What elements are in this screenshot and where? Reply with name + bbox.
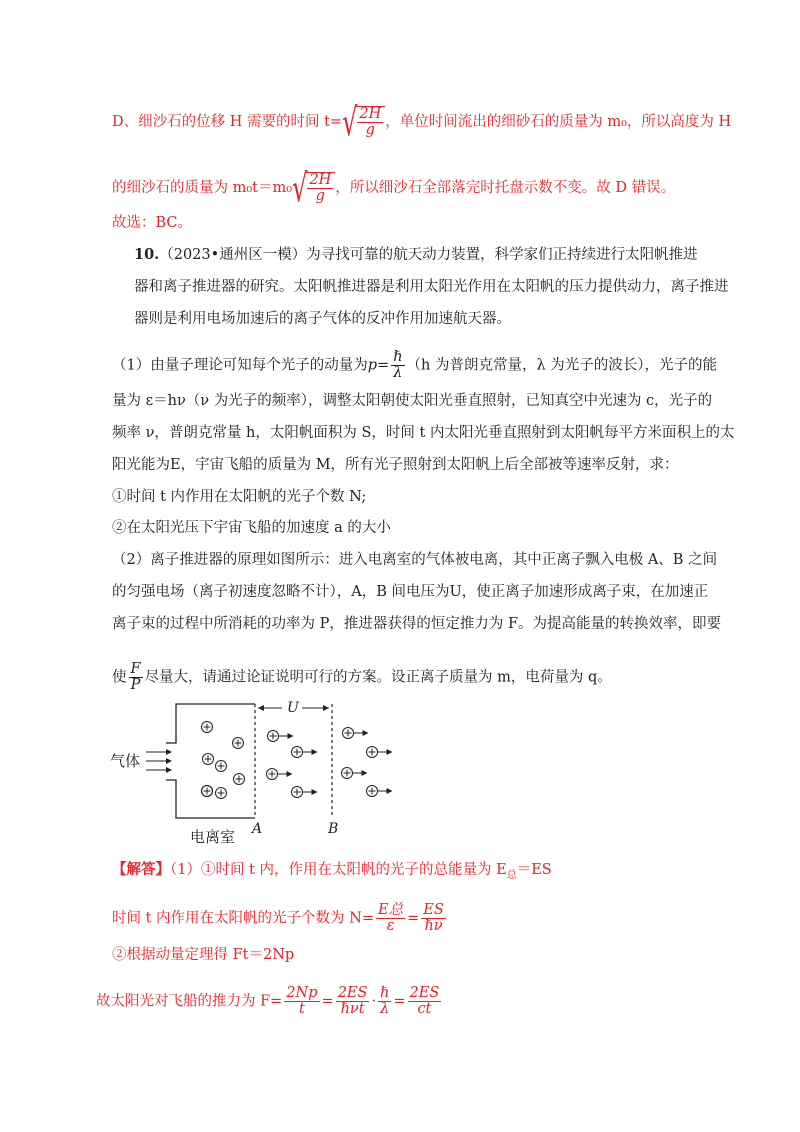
solution-tag: 【解答】 (112, 861, 170, 878)
voltage-arrowhead-left (258, 705, 264, 711)
2es-over-hnut: $\frac{2ES}{\text{ℏνt}}$ (337, 985, 368, 1017)
h-over-lambda-2: $\frac{\text{ℏ}}{\lambda}$ (380, 985, 390, 1017)
positive-ion (342, 768, 368, 779)
plate-b-label: B (328, 821, 339, 837)
chamber-bottom-wall (166, 780, 255, 818)
chamber-ions (202, 722, 245, 799)
part2-line-1: （2）离子推进器的原理如图所示：进入电离室的气体被电离，其中正离子飘入电极 A、B 之间 (112, 552, 718, 568)
positive-ion (234, 774, 245, 785)
part1-line-3: 频率 ν，普朗克常量 h，太阳帆面积为 S，时间 t 内太阳光垂直照射到太阳帆每平方米面积上的太 (112, 425, 735, 441)
option-d-text-1b: ，单位时间流出的细砂石的质量为 m₀，所以高度为 H (385, 114, 732, 130)
sqrt-2h-over-g: √ $\frac{2H}{g}$ (342, 106, 385, 138)
voltage-label: U (287, 700, 299, 716)
q10-number: 10. (134, 246, 160, 263)
sqrt-2h-over-g-2: √ $\frac{2H}{g}$ (292, 172, 335, 204)
positive-ion (367, 786, 393, 797)
positive-ion (216, 761, 227, 772)
part2-line-2: 的匀强电场（离子初速度忽略不计），A，B 间电压为U，使正离子加速形成离子束，在加速正 (112, 584, 709, 600)
option-d-text-2: 的细沙石的质量为 m₀t＝m₀ (112, 180, 293, 196)
2np-over-t: $\frac{2Np}{t}$ (286, 985, 318, 1017)
part1-question-2: ②在太阳光压下宇宙飞船的加速度 a 的大小 (112, 520, 391, 536)
solution-line-1: 【解答】（1）①时间 t 内，作用在太阳帆的光子的总能量为 $E_总=ES$ (112, 861, 552, 881)
es-over-hnu: $\frac{ES}{\text{ℏν}}$ (423, 902, 444, 934)
plate-a-label: A (252, 821, 263, 837)
answer-choice: 故选：BC。 (112, 215, 193, 231)
solution-line-2: 时间 t 内作用在太阳帆的光子个数为 N= $\frac{\text{E总}}{\varepsilon}$ = $\frac{ES}{\text{ℏν}}$ (112, 902, 444, 934)
momentum-p: p (367, 357, 378, 374)
e-total-over-epsilon: $\frac{\text{E总}}{\varepsilon}$ (378, 902, 404, 934)
part1-line-4: 阳光能为E，宇宙飞船的质量为 M，所有光子照射到太阳帆上后全部被等速率反射，求： (112, 457, 679, 473)
accelerating-ions (267, 728, 393, 798)
option-d-line-1 (112, 99, 732, 145)
part1-line-2: 量为 ε＝hν（ν 为光子的频率），调整太阳朝使太阳光垂直照射，已知真空中光速为 c，光子的 (112, 393, 713, 409)
positive-ion (267, 769, 293, 780)
gas-label: 气体 (110, 752, 141, 770)
positive-ion (202, 722, 213, 733)
solution-line-3: ②根据动量定理得 Ft＝2Np (112, 947, 295, 963)
part1-question-1: ①时间 t 内作用在太阳帆的光子个数 N; (112, 489, 367, 505)
positive-ion (268, 731, 294, 742)
solution-line-4: 故太阳光对飞船的推力为 F= $\frac{2Np}{t}$ = $\frac{2ES}{\text{ℏνt}}$ · $\frac{\text{ℏ}}{\lambda}$ = $\frac{2ES}{ct}$ (96, 985, 440, 1017)
part1-line-1: （1）由量子理论可知每个光子的动量为p= $\frac{\text{ℏ}}{\lambda}$ （h 为普朗克常量，λ 为光子的波长），光子的能 (112, 349, 718, 381)
ion-thruster-diagram (110, 696, 410, 846)
positive-ion (343, 728, 369, 739)
part2-line-4: 使 $\frac{F}{P}$ 尽量大，请通过论证说明可行的方案。设正离子质量为 m，电荷量为 q。 (112, 661, 612, 693)
positive-ion (202, 786, 213, 797)
chamber-top-wall (166, 704, 255, 743)
q10-line-3: 器则是利用电场加速后的离子气体的反冲作用加速航天器。 (134, 311, 511, 327)
chamber-label: 电离室 (190, 828, 236, 846)
q10-line-1: 10.（2023•通州区一模）为寻找可靠的航天动力装置，科学家们正持续进行太阳帆推进 (134, 246, 698, 263)
voltage-arrowhead-right (323, 705, 329, 711)
h-over-lambda: $\frac{\text{ℏ}}{\lambda}$ (393, 349, 403, 381)
positive-ion (216, 788, 227, 799)
part2-line-3: 离子束的过程中所消耗的功率为 P，推进器获得的恒定推力为 F。为提高能量的转换效率，即要 (112, 616, 722, 632)
positive-ion (233, 738, 244, 749)
positive-ion (292, 787, 318, 798)
option-d-line-2 (112, 165, 676, 211)
f-over-p: $\frac{F}{P}$ (130, 661, 141, 693)
2es-over-ct: $\frac{2ES}{ct}$ (409, 985, 440, 1017)
option-d-text-2b: ，所以细沙石全部落完时托盘示数不变。故 D 错误。 (335, 180, 676, 196)
positive-ion (203, 754, 214, 765)
positive-ion (367, 747, 393, 758)
q10-line-2: 器和离子推进器的研究。太阳帆推进器是利用太阳光作用在太阳帆的压力提供动力，离子推进 (134, 279, 729, 295)
option-d-text-1: D、细沙石的位移 H 需要的时间 t= (112, 114, 343, 130)
positive-ion (292, 747, 318, 758)
gas-inflow-arrows (146, 749, 172, 773)
